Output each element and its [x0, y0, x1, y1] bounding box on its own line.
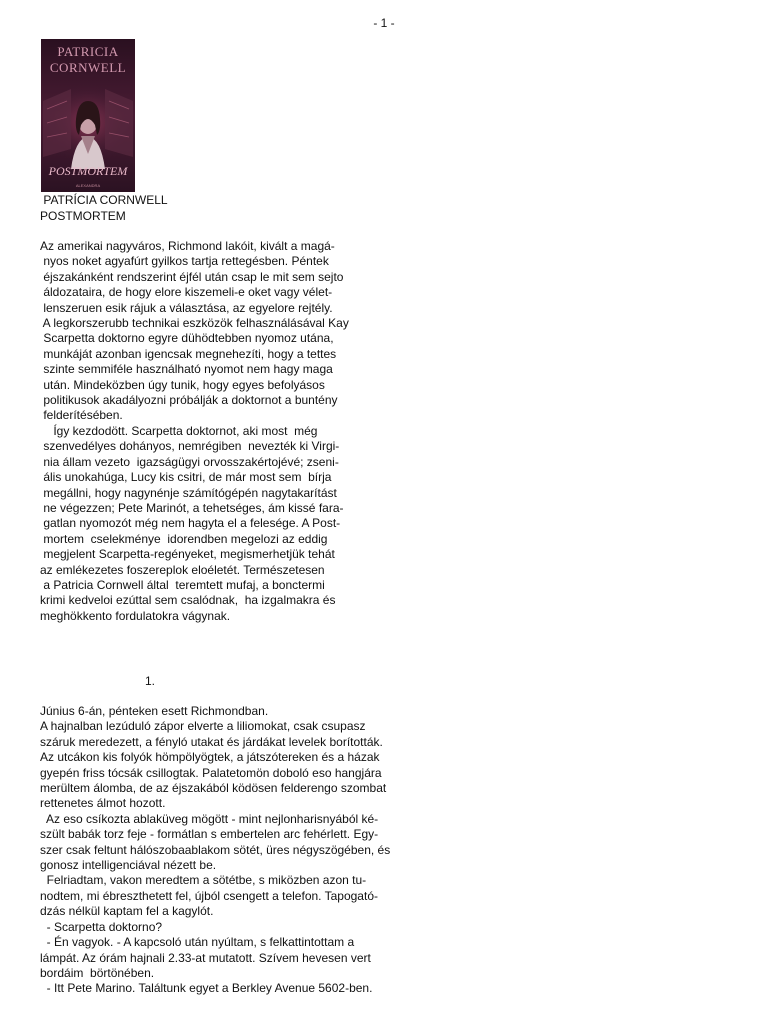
blurb-line: ális unokahúga, Lucy kis csitri, de már most sem bírja: [40, 470, 332, 485]
blurb-line: Scarpetta doktorno egyre dühödtebben nyomoz utána,: [40, 331, 334, 346]
story-line: A hajnalban lezúduló zápor elverte a liliomokat, csak csupasz: [40, 719, 366, 734]
story-line: merültem álomba, de az éjszakából ködösen felderengo szombat: [40, 781, 387, 796]
story-line: rettenetes álmot hozott.: [40, 796, 166, 811]
blurb-text: [40, 239, 349, 624]
blurb-line: az emlékezetes foszereplok eloéletét. Természetesen: [40, 562, 325, 577]
blurb-line: Az amerikai nagyváros, Richmond lakóit, kivált a magá-: [40, 239, 335, 253]
blurb-line: áldozataira, de hogy elore kiszemeli-e oket vagy vélet-: [40, 285, 333, 300]
story-line: dzás nélkül kaptam fel a kagylót.: [40, 904, 214, 919]
story-line: gonosz intelligenciával nézett be.: [40, 858, 217, 873]
page-number: - 1 -: [373, 16, 395, 30]
cover-author-line-1: PATRICIA: [57, 44, 119, 59]
blurb-line: lenszeruen esik rájuk a választása, az egyelore rejtély.: [40, 300, 333, 315]
story-text: [40, 704, 390, 997]
story-line: gyepén friss tócsák csillogtak. Palatetomön doboló eso hangjára: [40, 765, 382, 780]
story-line: bordáim börtönében.: [40, 965, 155, 980]
blurb-line: megállni, hogy nagynénje számítógépén nagytakarítást: [40, 485, 337, 500]
blurb-line: éjszakánként rendszerint éjfél után csap le mit sem sejto: [40, 269, 344, 284]
blurb-line: gatlan nyomozót még nem hagyta el a felesége. A Post-: [40, 516, 341, 531]
story-line: lámpát. Az órám hajnali 2.33-at mutatott. Szívem hevesen vert: [40, 950, 371, 965]
story-line: száruk meredezett, a fényló utakat és járdákat levelek borították.: [40, 734, 383, 749]
chapter-number: 1.: [145, 674, 156, 688]
cover-title-text: POSTMORTEM: [48, 164, 128, 178]
blurb-line: krimi kedveloi ezúttal sem csalódnak, ha izgalmakra és: [40, 593, 336, 608]
blurb-line: a Patricia Cornwell által teremtett mufaj, a bonctermi: [40, 577, 325, 592]
book-author: PATRÍCIA CORNWELL: [40, 193, 168, 207]
story-line: - Scarpetta doktorno?: [40, 919, 163, 934]
story-line: Az utcákon kis folyók hömpölyögtek, a játszótereken és a házak: [40, 750, 380, 765]
story-line: nodtem, mi ébreszthetett fel, újból csengett a telefon. Tapogató-: [40, 888, 378, 903]
blurb-line: meghökkento fordulatokra vágynak.: [40, 608, 231, 623]
book-title: POSTMORTEM: [40, 209, 126, 223]
story-line: Az eso csíkozta ablaküveg mögött - mint nejlonharisnyából ké-: [40, 811, 379, 826]
story-line: - Én vagyok. - A kapcsoló után nyúltam, s felkattintottam a: [40, 935, 355, 950]
blurb-line: Így kezdodött. Scarpetta doktornot, aki most még: [40, 423, 318, 438]
cover-publisher-text: ALEXANDRA: [75, 183, 101, 188]
blurb-line: munkáját azonban igencsak megnehezíti, hogy a tettes: [40, 346, 337, 361]
blurb-line: politikusok akadályozni próbálják a doktornot a buntény: [40, 393, 338, 408]
story-line: - Itt Pete Marino. Találtunk egyet a Berkley Avenue 5602-ben.: [40, 981, 373, 996]
blurb-line: szinte semmiféle használható nyomot nem hagy maga: [40, 362, 333, 377]
blurb-line: A legkorszerubb technikai eszközök felhasználásával Kay: [40, 316, 349, 331]
blurb-line: ne végezzen; Pete Marinót, a tehetséges, ám kissé fara-: [40, 500, 344, 515]
story-line: szer csak feltunt hálószobaablakom sötét, üres négyszögében, és: [40, 842, 391, 857]
story-line: Június 6-án, pénteken esett Richmondban.: [40, 704, 269, 718]
book-cover-image: [41, 39, 135, 192]
story-line: szült babák torz feje - formátlan s embertelen arc fehérlett. Egy-: [40, 827, 379, 842]
blurb-line: felderítésében.: [40, 408, 123, 423]
story-line: Felriadtam, vakon meredtem a sötétbe, s miközben azon tu-: [40, 873, 367, 888]
cover-author-line-2: CORNWELL: [49, 60, 127, 75]
blurb-line: szenvedélyes dohányos, nemrégiben nevezték ki Virgi-: [40, 439, 340, 454]
blurb-line: mortem cselekménye idorendben megelozi az eddig: [40, 531, 328, 546]
book-header: [40, 192, 168, 224]
blurb-line: nia állam vezeto igazságügyi orvosszakértojévé; zseni-: [40, 454, 339, 469]
blurb-line: után. Mindeközben úgy tunik, hogy egyes befolyásos: [40, 377, 325, 392]
blurb-line: nyos noket agyafúrt gyilkos tartja rettegésben. Péntek: [40, 254, 329, 269]
blurb-line: megjelent Scarpetta-regényeket, megismerhetjük tehát: [40, 547, 335, 562]
